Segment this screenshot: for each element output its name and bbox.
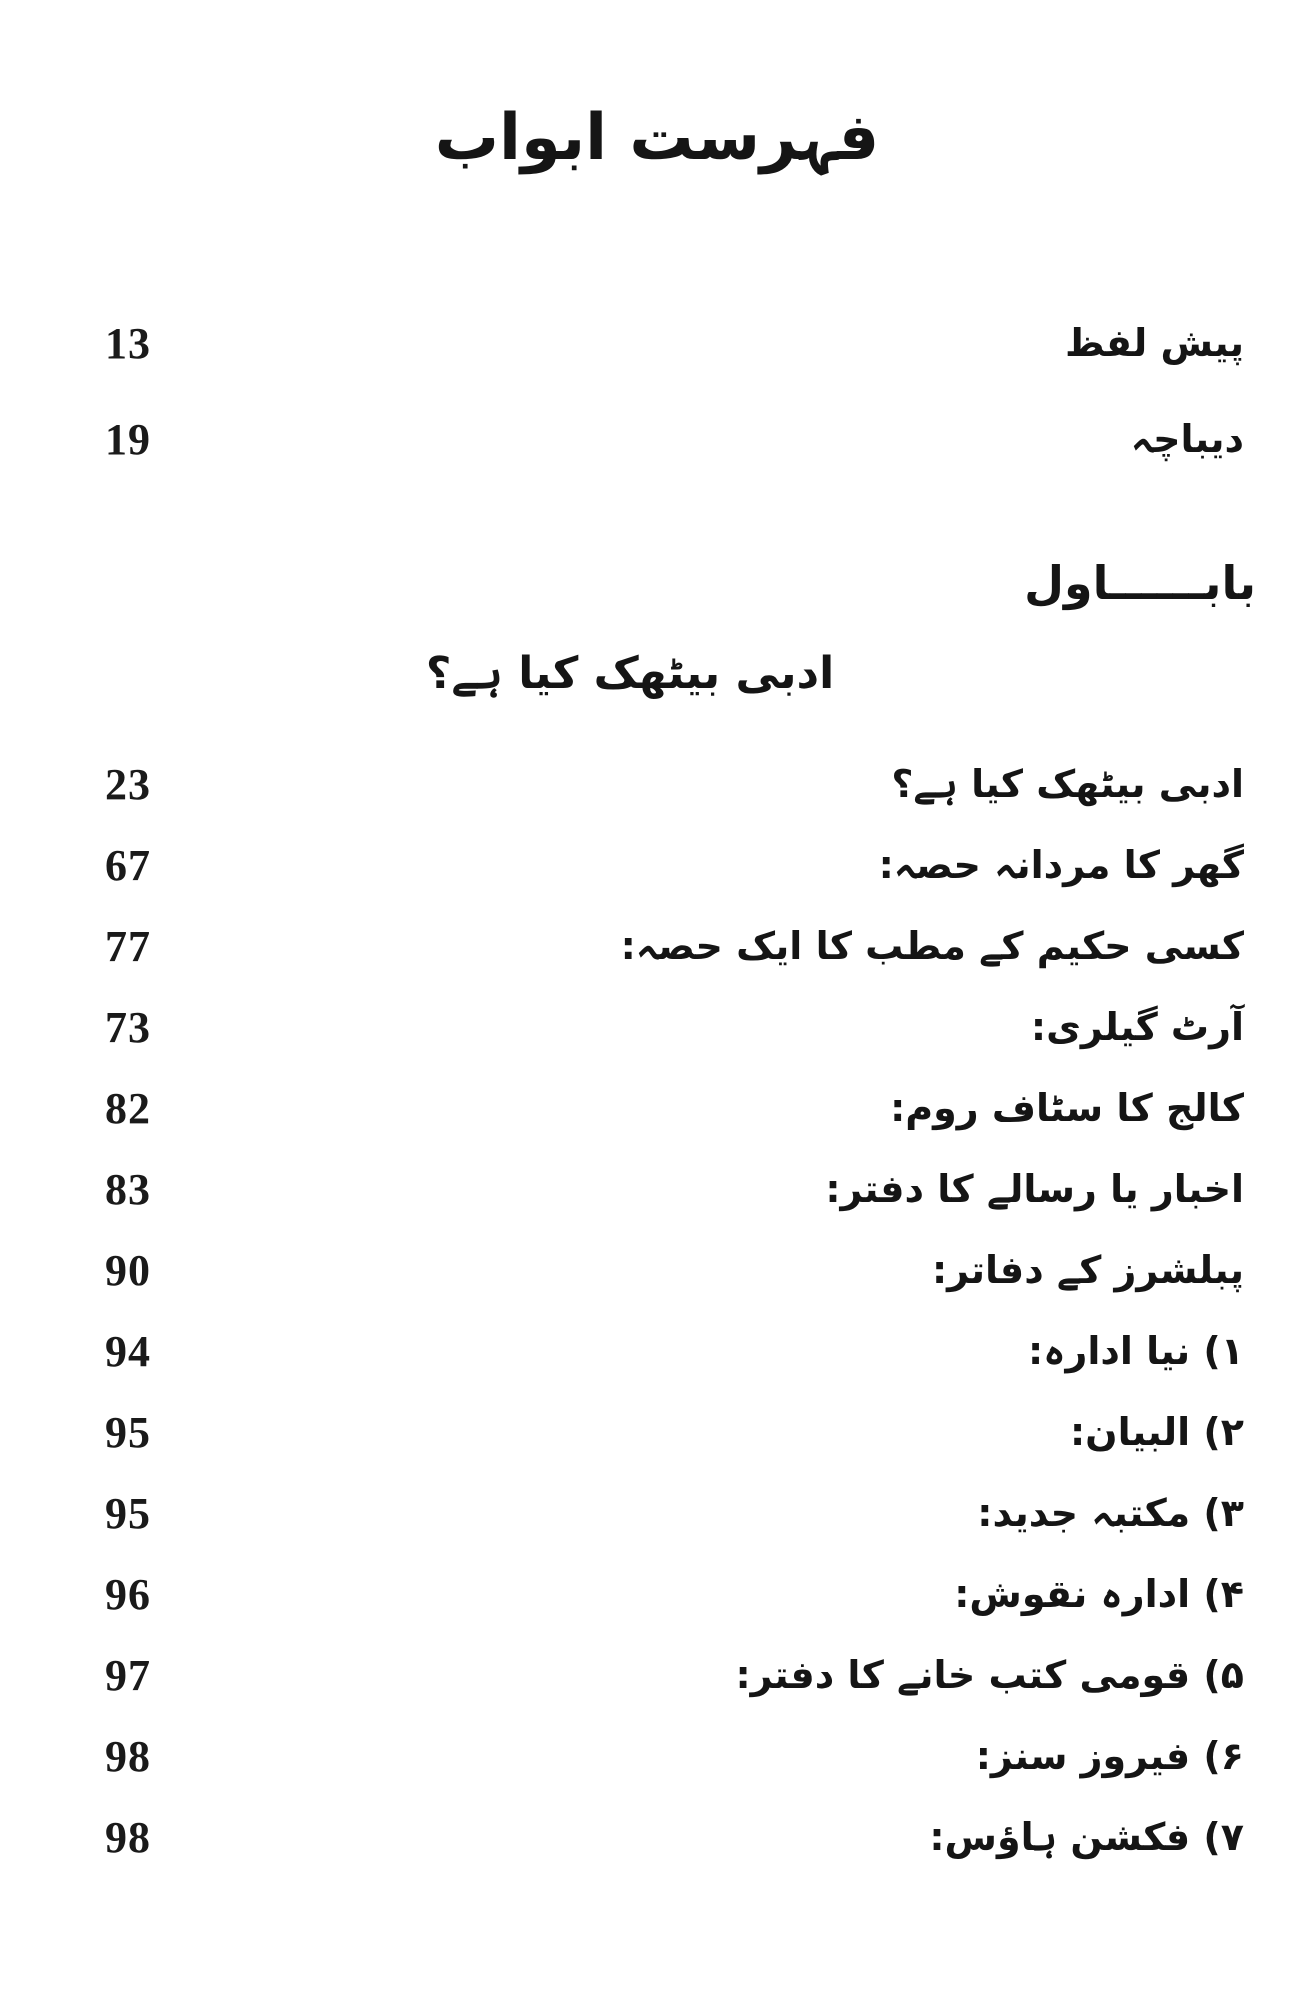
chapter-heading: بابــــــاول: [1024, 556, 1256, 610]
toc-entry-label: ادبی بیٹھک کیا ہے؟: [891, 761, 1244, 806]
toc-row: [105, 1311, 1244, 1392]
toc-page-number: 97: [105, 1650, 151, 1700]
toc-entry-label: دیباچہ: [1130, 417, 1244, 462]
toc-page-number: 98: [105, 1731, 151, 1781]
toc-row: [105, 1068, 1244, 1149]
toc-page-number: 90: [105, 1245, 151, 1295]
toc-page-number: 95: [105, 1488, 151, 1538]
toc-entry-label: گھر کا مردانہ حصہ:: [878, 842, 1244, 887]
toc-row: [105, 1473, 1244, 1554]
toc-entry-label: ۲) البیان:: [1069, 1409, 1244, 1454]
toc-row: [105, 1149, 1244, 1230]
toc-row: [105, 744, 1244, 825]
toc-page-number: 96: [105, 1569, 151, 1619]
toc-page-number: 23: [105, 759, 151, 809]
toc-page-number: 83: [105, 1164, 151, 1214]
toc-entry-label: کالج کا سٹاف روم:: [890, 1085, 1244, 1130]
toc-entry-label: آرٹ گیلری:: [1030, 1004, 1244, 1049]
toc-row: [105, 1392, 1244, 1473]
toc-page-number: 13: [105, 319, 151, 368]
toc-entry-label: کسی حکیم کے مطب کا ایک حصہ:: [620, 923, 1244, 968]
toc-row: [105, 392, 1244, 488]
toc-row: [105, 296, 1244, 392]
toc-entry-label: اخبار یا رسالے کا دفتر:: [825, 1166, 1244, 1211]
page-title: فہرست ابواب: [434, 101, 880, 175]
front-matter-list: [105, 296, 1244, 488]
toc-row: [105, 906, 1244, 987]
toc-page-number: 95: [105, 1407, 151, 1457]
toc-row: [105, 825, 1244, 906]
toc-entry-label: ۳) مکتبہ جدید:: [977, 1490, 1244, 1535]
toc-row: [105, 1635, 1244, 1716]
toc-page-number: 98: [105, 1812, 151, 1862]
toc-row: [105, 1716, 1244, 1797]
toc-entry-label: ۵) قومی کتب خانے کا دفتر:: [735, 1652, 1244, 1697]
toc-entry-label: ۶) فیروز سنز:: [975, 1733, 1244, 1778]
toc-page-number: 94: [105, 1326, 151, 1376]
toc-page-number: 82: [105, 1083, 151, 1133]
toc-row: [105, 1554, 1244, 1635]
chapter-subheading: ادبی بیٹھک کیا ہے؟: [425, 648, 835, 699]
toc-row: [105, 987, 1244, 1068]
toc-page-number: 19: [105, 415, 151, 464]
toc-entry-label: ۷) فکشن ہاؤس:: [929, 1814, 1244, 1859]
toc-page-number: 77: [105, 921, 151, 971]
toc-entry-label: پبلشرز کے دفاتر:: [931, 1247, 1244, 1292]
toc-row: [105, 1797, 1244, 1878]
toc-entries-list: [105, 744, 1244, 1878]
toc-entry-label: پیش لفظ: [1064, 321, 1244, 366]
toc-page-number: 67: [105, 840, 151, 890]
toc-entry-label: ۴) ادارہ نقوش:: [954, 1571, 1244, 1616]
toc-row: [105, 1230, 1244, 1311]
toc-entry-label: ۱) نیا ادارہ:: [1028, 1328, 1244, 1373]
toc-page-number: 73: [105, 1002, 151, 1052]
